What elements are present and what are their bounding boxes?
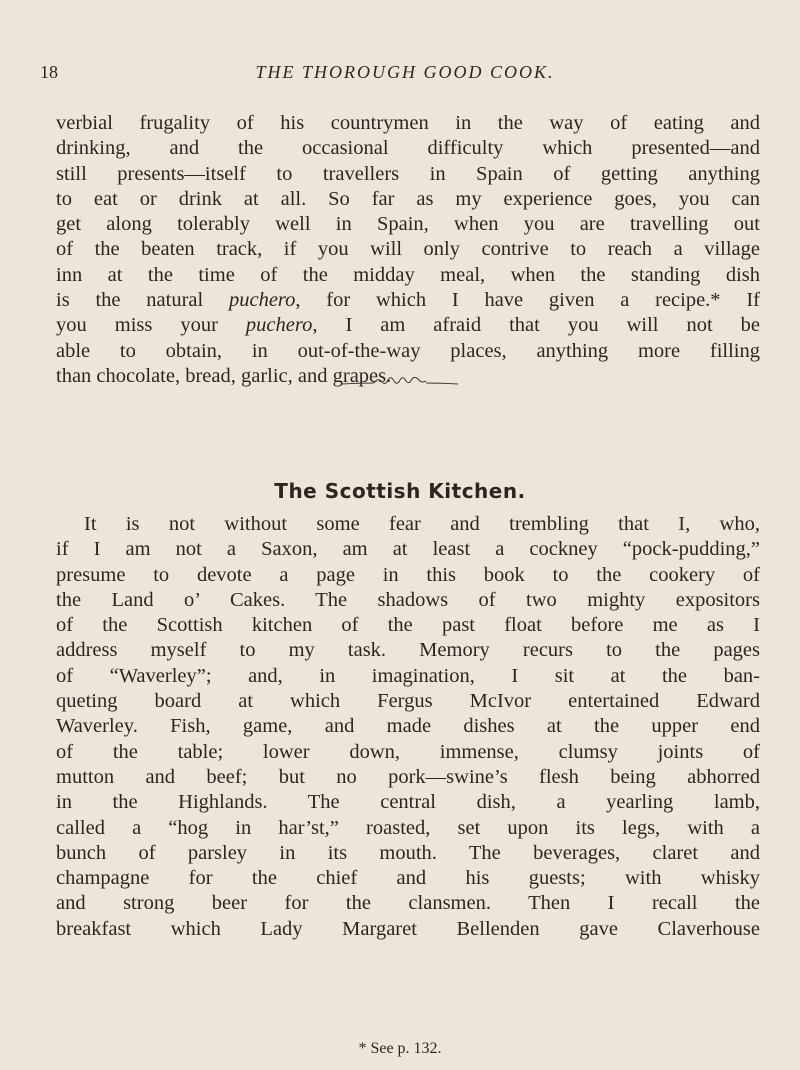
- text-line: than chocolate, bread, garlic, and grapes.: [56, 364, 392, 387]
- text-line: queting board at which Fergus McIvor entertained Edward: [56, 690, 760, 713]
- text-segment: , I am afraid that you will not be: [312, 314, 760, 337]
- text-line: verbial frugality of his countrymen in the way of eating and: [56, 112, 760, 134]
- text-line: get along tolerably well in Spain, when you are travelling out: [56, 213, 760, 236]
- text-line: of the table; lower down, immense, clumsy joints of: [56, 740, 760, 763]
- text-line: breakfast which Lady Margaret Bellenden gave Claverhouse: [56, 917, 760, 940]
- text-line: of “Waverley”; and, in imagination, I sit at the ban-: [56, 664, 760, 687]
- footnote: * See p. 132.: [358, 1040, 442, 1057]
- text-line: It is not without some fear and trembling that I, who,: [84, 513, 760, 535]
- text-line: champagne for the chief and his guests; with whisky: [56, 867, 760, 890]
- text-line: [56, 288, 760, 313]
- text-segment: is the natural: [56, 289, 229, 312]
- text-line: and strong beer for the clansmen. Then I recall the: [56, 892, 760, 915]
- text-segment: you miss your: [56, 314, 246, 337]
- text-line: called a “hog in har’st,” roasted, set upon its legs, with a: [56, 816, 760, 839]
- text-line: address myself to my task. Memory recurs to the pages: [56, 639, 760, 662]
- text-line: Waverley. Fish, game, and made dishes at the upper end: [56, 715, 760, 738]
- text-line: of the beaten track, if you will only contrive to reach a village: [56, 238, 760, 261]
- ornamental-divider: [340, 376, 460, 388]
- text-line: [56, 313, 760, 338]
- text-line: mutton and beef; but no pork—swine’s flesh being abhorred: [56, 765, 760, 788]
- text-line: drinking, and the occasional difficulty which presented—and: [56, 137, 760, 160]
- text-segment: , for which I have given a recipe.* If: [295, 289, 760, 312]
- text-line: to eat or drink at all. So far as my experience goes, you can: [56, 187, 760, 210]
- text-line: presume to devote a page in this book to the cookery of: [56, 563, 760, 586]
- text-line: still presents—itself to travellers in Spain of getting anything: [56, 162, 760, 185]
- italic-term: puchero: [245, 314, 313, 337]
- text-line: if I am not a Saxon, am at least a cockney “pock-pudding,”: [56, 538, 760, 561]
- text-line: inn at the time of the midday meal, when the standing dish: [56, 263, 760, 286]
- section-heading: The Scottish Kitchen.: [274, 479, 526, 503]
- text-line: of the Scottish kitchen of the past float before me as I: [56, 614, 760, 637]
- text-line: bunch of parsley in its mouth. The beverages, claret and: [56, 841, 760, 864]
- page-header: [40, 62, 760, 92]
- italic-term: puchero: [228, 289, 296, 312]
- text-line: the Land o’ Cakes. The shadows of two mighty expositors: [56, 588, 760, 611]
- text-line: in the Highlands. The central dish, a yearling lamb,: [56, 791, 760, 814]
- running-head: THE THOROUGH GOOD COOK.: [255, 62, 555, 82]
- text-line: able to obtain, in out-of-the-way places, anything more filling: [56, 339, 760, 362]
- page-number: 18: [40, 62, 58, 82]
- paragraph-1: [56, 111, 760, 389]
- paragraph-2: [56, 512, 760, 942]
